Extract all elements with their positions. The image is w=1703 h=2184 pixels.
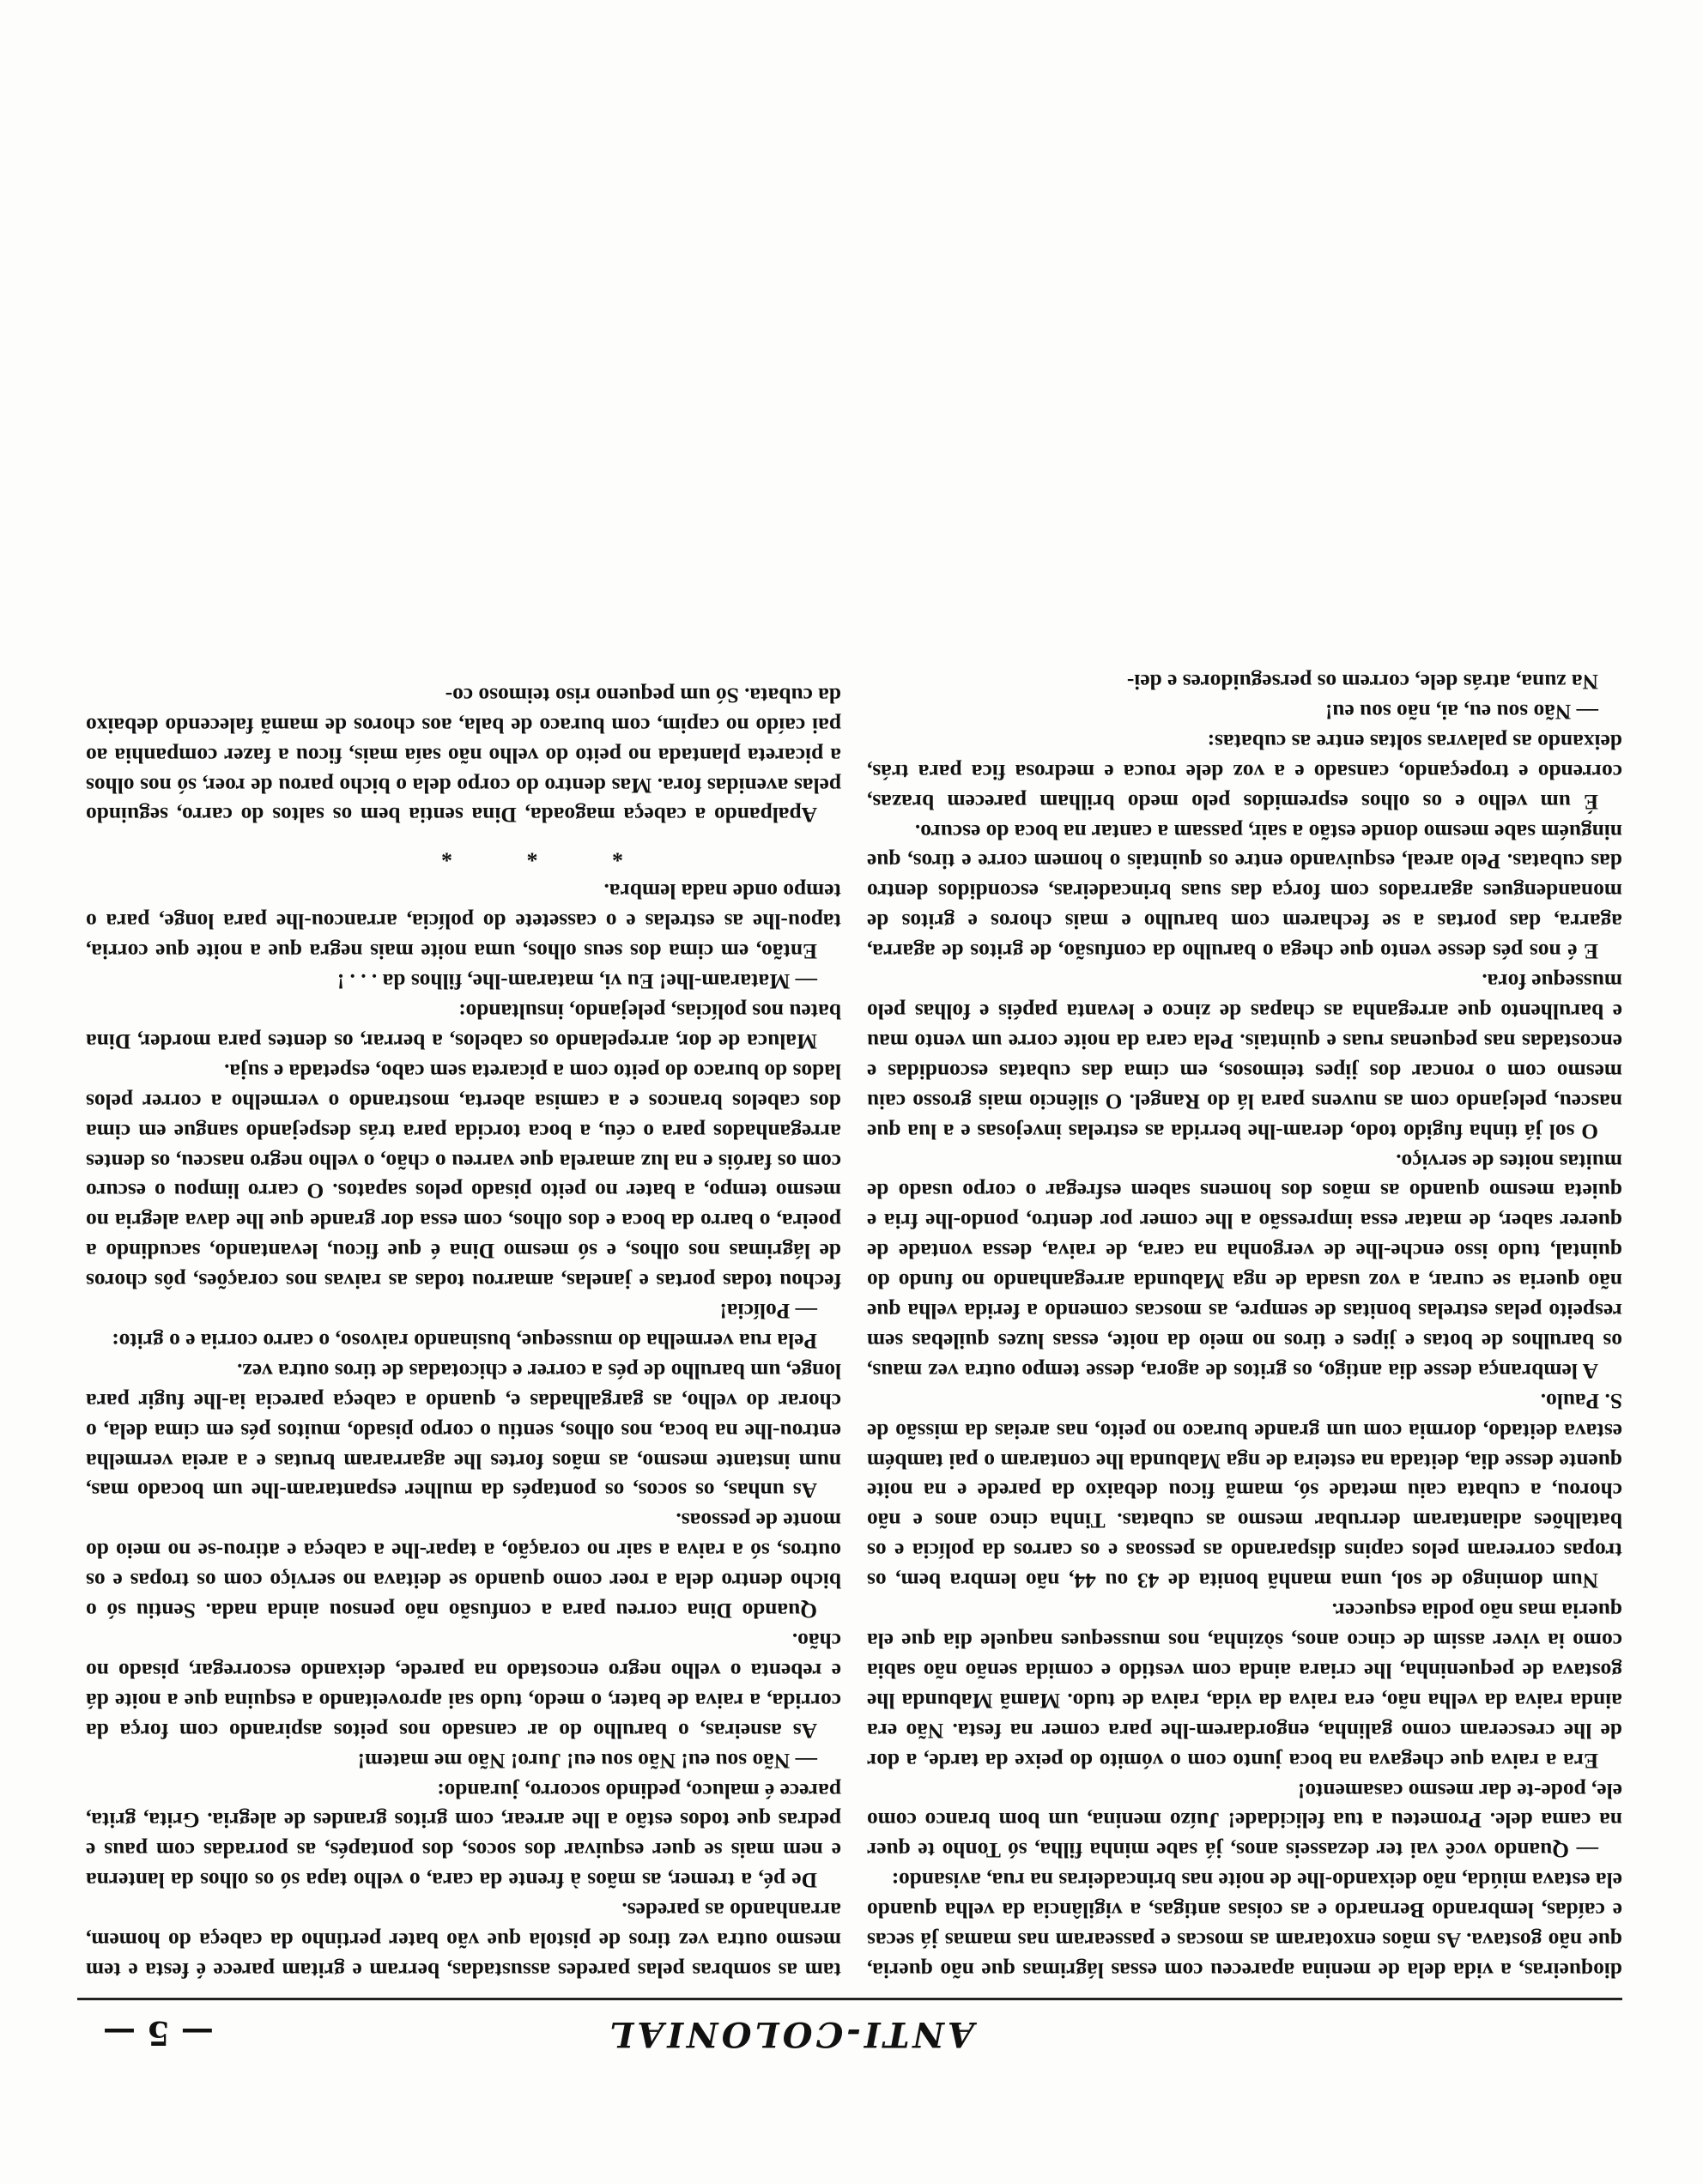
paragraph: Apalpando a cabeça magoada, Dina sentia bem os saltos do carro, seguindo pelas avenidas fora. Mas dentro do corpo dela o bicho parou de roer, só nos olhos a picareta plantada no peito do velho não saía mais, ficou a fazer companhia ao pai caído no capim, com buraco de bala, aos choros de mamã falecendo debaixo da cubata. Só um pequeno riso teimoso co-	[86, 682, 841, 828]
paragraph: As unhas, os socos, os pontapés da mulher espantaram-lhe um bocado mas, num instante mesmo, as mãos fortes lhe agarraram brutas e a areia vermelha entrou-lhe na boca, nos olhos, sentiu o corpo pisado, muitos pés em cima dela, o chorar do velho, as gargalhadas e, quando a cabeça parecia ia-lhe fugir para longe, um barulho de pés a correr e chicotadas de tiros outra vez.	[86, 1358, 841, 1503]
paragraph: Na zuna, atrás dele, correm os perseguidores e dei-	[1126, 670, 1598, 695]
paragraph: O sol já tinha fugido todo, deram-lhe berrida as estrelas invejosas e a lua que nasceu, pelejando com as nuvens para lá do Rangel. O silêncio mais grosso caiu mesmo com o roncar dos jipes teimosos, em cima das cubatas escondidas e encostadas nas pequenas ruas e quintais. Pela cara da noite corre um vento mau e barulhento que arreganha as chapas de zinco e levanta papéis e folhas pelo musseque fora.	[867, 969, 1622, 1144]
paragraph: De pé, a tremer, as mãos à frente da cara, o velho tapa só os olhos da lanterna e nem mais se quer esquivar dos socos, dos pontapés, as porradas com paus e pedras que todos estão a lhe arrear, com gritos grandes de alegria. Grita, grita, parece é maluco, pedindo socorro, jurando:	[86, 1778, 841, 1893]
left-column	[867, 105, 1622, 1985]
paragraph: — Não sou eu, ai, não sou eu!	[1324, 699, 1598, 724]
paragraph: Num domingo de sol, uma manhã bonita de 43 ou 44, não lembra bem, os tropas correram pelos capins disparando as pessoas e os carros da polícia e os batalhões adiantaram derrubar mesmo as cubatas. Tinha cinco anos e não chorou, a cubata caiu metade só, mamã ficou debaixo da parede e na noite quente desse dia, deitada na esteira de nga Mabunda lhe contaram o pai também estava deitado, dormia com um grande buraco no peito, nas areias da missão de S. Paulo.	[867, 1388, 1622, 1593]
paragraph: A lembrança desse dia antigo, os gritos de agora, desse tempo outra vez maus, os barulhos de botas e jipes e tiros no meio da noite, essas luzes quilebas sem respeito pelas estrelas bonitas de sempre, as moscas comendo a ferida velha que não queria se curar, a voz usada de nga Mabunda arreganhando no fundo do quintal, tudo isso enche-lhe de vergonha na cara, de raiva, dessa vontade de querer saber, de matar essa impressão a lhe comer por dentro, pondo-lhe fria e quieta mesmo quando as mãos dos homens sabem esfregar o corpo usado de muitas noites de serviço.	[867, 1149, 1622, 1383]
separator-asterisk: *	[578, 841, 623, 867]
paragraph: É um velho e os olhos espremidos pelo medo brilham parecem brazas, correndo e tropeçando, cansado e a voz dele rouca e medrosa fica para trás, deixando as palavras soltas entre as cubatas:	[867, 729, 1622, 814]
header-rule	[77, 1998, 1622, 2000]
paragraph: dioqueiras, a vida dela de menina apareceu com essas lágrimas que não queria, que não gostava. As mãos enxotaram as moscas e passearam nas mamas já secas e caídas, lembrando Bernardo e as coisas antigas, a vigilância da velha quando ela estava miúda, não deixando-lhe de noite nas brincadeiras na rua, avisando:	[867, 1868, 1622, 1982]
paragraph: fechou todas portas e janelas, amarrou todas as raivas nos corações, pôs choros de lágrimas nos olhos, e só mesmo Dina é que ficou, levantando, sacudindo a poeira, o barro da boca e dos olhos, com essa dor grande que lhe dava alegria no mesmo tempo, a bater no peito pisado pelos sapatos. O carro limpou o escuro com os faróis e na luz amarela que varreu o chão, o velho negro nasceu, os dentes arreganhados para o céu, a boca torcida para trás despejando sangue em cima dos cabelos brancos e a camisa aberta, mostrando o vermelho a correr pelos lados do buraco do peito com a picareta sem cabo, espetada e suja.	[86, 1059, 841, 1294]
page-header	[103, 2014, 1622, 2074]
paragraph: E é nos pés desse vento que chega o barulho da confusão, de gritos de agarra, agarra, das portas a se fecharem com barulho e mais choros e gritos de monandengues agarrados com força das suas brincadeiras, escondidos dentro das cubatas. Pelo areal, esquivando entre os quintais o homem corre e tiros, que ninguém sabe mesmo donde estão a sair, passam a cantar na boca do escuro.	[867, 819, 1622, 964]
paragraph: — Não sou eu! Não sou eu! Juro! Não me matem!	[357, 1748, 817, 1773]
paragraph: Quando Dina correu para a confusão não pensou ainda nada. Sentiu só o bicho dentro dela a roer como quando se deitava no serviço com os tropas e os outros, só a raiva a sair no coração, a tapar-lhe a cabeça e atirou-se no meio do monte de pessoas.	[86, 1508, 841, 1623]
paragraph: — Polícia!	[719, 1299, 817, 1324]
right-column	[86, 105, 841, 1985]
paragraph: Pela rua vermelha do musseque, businando raivoso, o carro corria e o grito:	[112, 1328, 817, 1353]
page-number: — 5 —	[103, 2014, 214, 2053]
publication-title: ANTI-COLONIAL	[606, 2014, 974, 2054]
paragraph: tam as sombras pelas paredes assustadas, berram e gritam parece é festa e tem mesmo outra vez tiros de pistola que vão bater pertinho da cabeça do homem, arranhando as paredes.	[86, 1898, 841, 1982]
paragraph: — Quando você vai ter dezasseis anos, já sabe minha filha, só Tonho te quer na cama dele. Prometeu a tua felicidade! Juízo menina, um bom branco como ele, pode-te dar mesmo casamento!	[867, 1778, 1622, 1863]
separator-asterisk: *	[492, 841, 538, 867]
paragraph: Era a raiva que chegava na boca junto com o vómito do peixe da tarde, a dor de lhe cresceram como galinha, engordarem-lhe para comer na festa. Não era ainda raiva da velha não, era raiva da vida, raiva de tudo. Mamã Mabunda lhe gostava de pequeninha, lhe criara ainda com vestido e comida senão não sabia como ia viver assim de cinco anos, sòzinha, nos musseques naquele dia que ela queria mas não podia esquecer.	[867, 1599, 1622, 1773]
paragraph: As asneiras, o barulho do ar cansado nos peitos aspirando com força da corrida, a raiva de bater, o medo, tudo sai aproveitando a esquina que a noite dá e rebenta o velho negro encostado na parede, deixando escorregar, pisado no chão.	[86, 1629, 841, 1743]
paragraph: Maluca de dor, arrepelando os cabelos, a berrar, os dentes para morder, Dina bateu nos polícias, pelejando, insultando:	[86, 999, 841, 1053]
separator-asterisk: *	[407, 841, 452, 867]
section-separator	[86, 836, 841, 871]
paragraph: Então, em cima dos seus olhos, uma noite mais negra que a noite que corria, tapou-lhe as estrelas e o cassetete do polícia, arrancou-lhe para longe, para o tempo onde nada lembra.	[86, 879, 841, 964]
paragraph: — Mataram-lhe! Eu vi, mataram-lhe, filhos da . . . !	[336, 969, 817, 994]
